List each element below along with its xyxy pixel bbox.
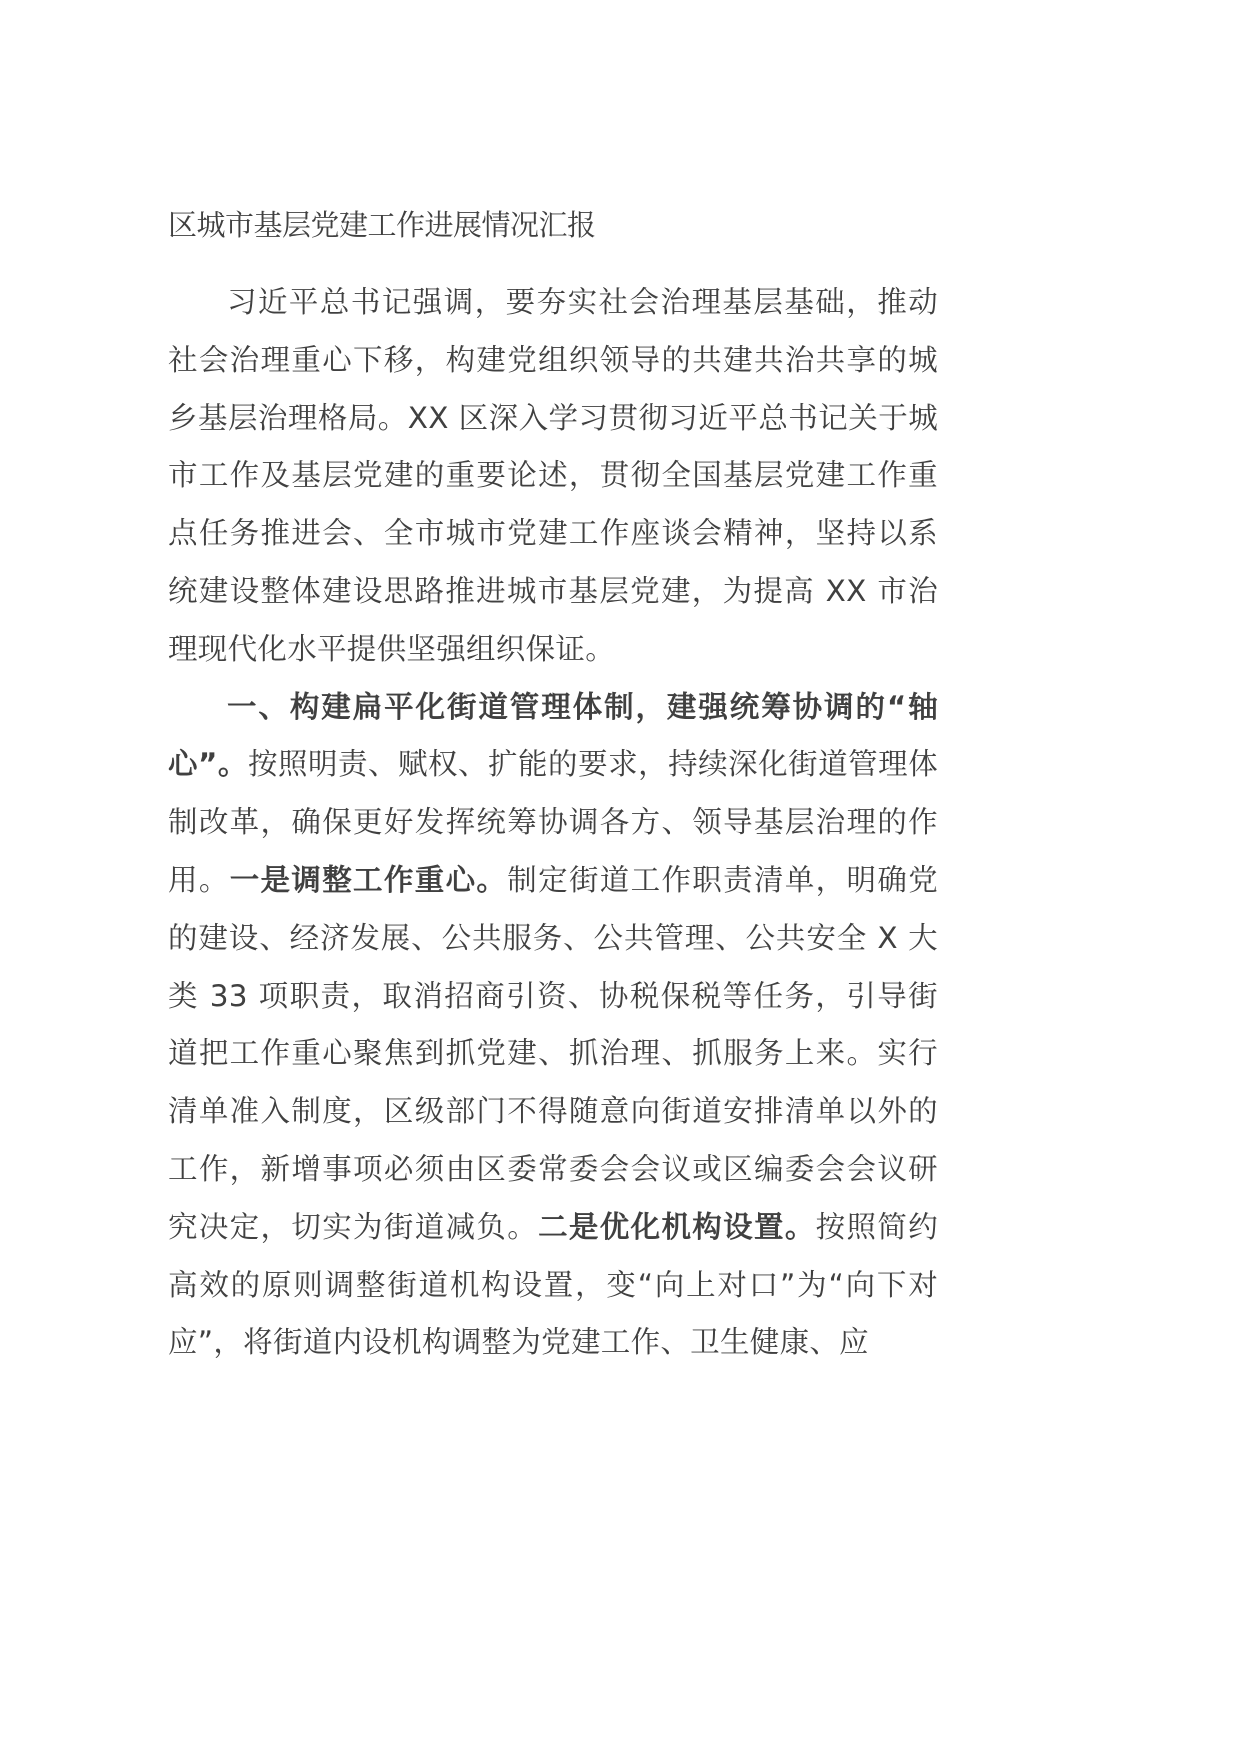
paragraph-text: 制定街道工作职责清单，明确党的建设、经济发展、公共服务、公共管理、公共安全 X 大类 33 项职责，取消招商引资、协税保税等任务，引导街道把工作重心聚焦到抓党建、抓治理、抓服务上来。实行清单准入制度，区级部门不得随意向街道安排清单以外的工作，新增事项必须由区委常委会会议或区编委会会议研究决定，切实为街道减负。 <box>168 862 938 1244</box>
paragraph-text: 按照简约高效的原则调整街道机构设置，变“向上对口”为“向下对应”，将街道内设机构调整为党建工作、卫生健康、应 <box>168 1209 938 1360</box>
subpoint-heading-one: 一是调整工作重心。 <box>229 862 508 897</box>
subpoint-heading-two: 二是优化机构设置。 <box>538 1209 816 1244</box>
section-heading: 一、构建扁平化街道管理体制，建强统筹协调的“轴心”。 <box>168 689 938 782</box>
paragraph-text: 按照明责、赋权、扩能的要求，持续深化街道管理体制改革，确保更好发挥统筹协调各方、领导基层治理的作用。 <box>168 747 938 897</box>
intro-paragraph <box>168 274 938 679</box>
document-page <box>168 196 938 1372</box>
section-one-paragraph <box>168 679 938 1373</box>
paragraph-text: 习近平总书记强调，要夯实社会治理基层基础，推动社会治理重心下移，构建党组织领导的共建共治共享的城乡基层治理格局。XX 区深入学习贯彻习近平总书记关于城市工作及基层党建的重要论述，贯彻全国基层党建工作重点任务推进会、全市城市党建工作座谈会精神，坚持以系统建设整体建设思路推进城市基层党建，为提高 XX 市治理现代化水平提供坚强组织保证。 <box>168 285 938 666</box>
document-title: 区城市基层党建工作进展情况汇报 <box>168 208 596 242</box>
